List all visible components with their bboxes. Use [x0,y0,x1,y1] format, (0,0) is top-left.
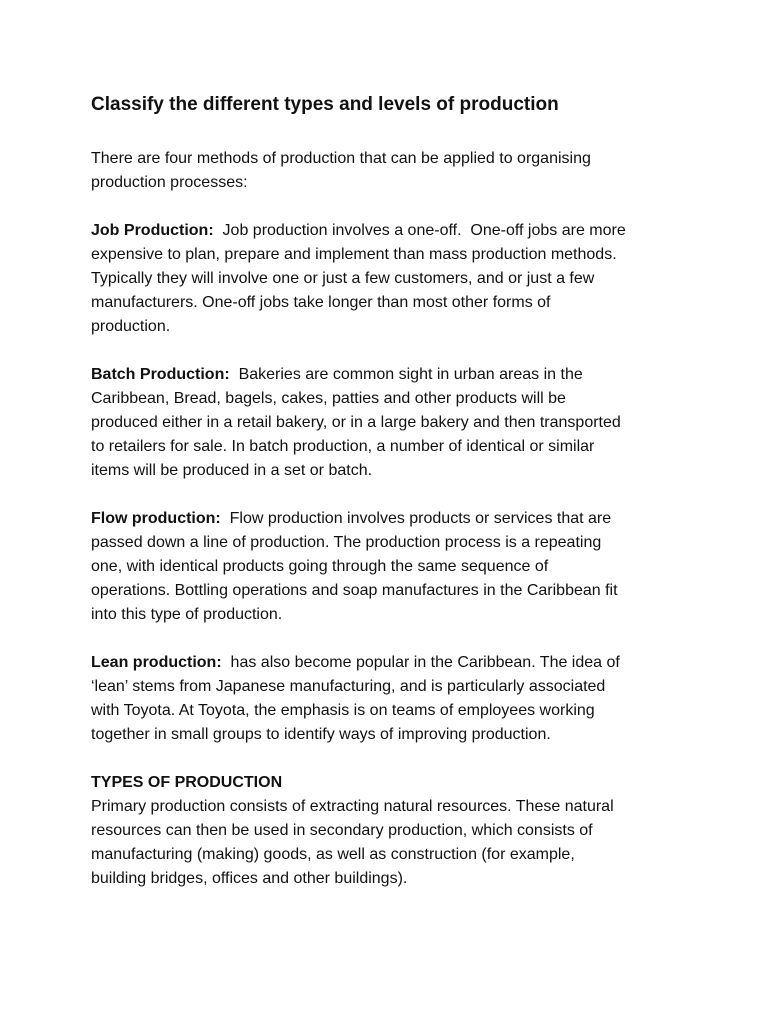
text-line: one, with identical products going through the same sequence of [91,558,549,575]
types-of-production-paragraph [91,795,691,891]
text-line: to retailers for sale. In batch production, a number of identical or similar [91,438,595,455]
text-line: manufacturing (making) goods, as well as construction (for example, [91,846,575,863]
text-line: There are four methods of production that can be applied to organising [91,150,591,167]
text-line [91,651,691,675]
text-fragment: has also become popular in the Caribbean. The idea of [221,654,620,671]
text-fragment: Job production involves a one-off. One-off jobs are more [213,222,626,239]
text-line [91,507,691,531]
types-of-production-heading: TYPES OF PRODUCTION [91,774,283,791]
text-line: expensive to plan, prepare and implement than mass production methods. [91,246,617,263]
text-line: together in small groups to identify ways of improving production. [91,726,551,743]
text-fragment: Bakeries are common sight in urban areas in the [229,366,583,383]
text-line: production. [91,318,171,335]
flow-production-paragraph [91,507,691,627]
text-line [91,219,691,243]
text-line [91,363,691,387]
batch-production-paragraph [91,363,691,483]
text-line: manufacturers. One-off jobs take longer than most other forms of [91,294,551,311]
document-page [91,93,691,891]
text-line: Typically they will involve one or just a few customers, and or just a few [91,270,595,287]
text-line: Caribbean, Bread, bagels, cakes, patties and other products will be [91,390,566,407]
text-line: ‘lean’ stems from Japanese manufacturing, and is particularly associated [91,678,606,695]
text-line: resources can then be used in secondary production, which consists of [91,822,593,839]
job-production-paragraph [91,219,691,339]
text-line: passed down a line of production. The production process is a repeating [91,534,602,551]
text-line: into this type of production. [91,606,283,623]
section-label: Flow production: [91,510,221,527]
text-line: with Toyota. At Toyota, the emphasis is on teams of employees working [91,702,595,719]
text-line: produced either in a retail bakery, or in a large bakery and then transported [91,414,621,431]
text-line: items will be produced in a set or batch. [91,462,373,479]
text-line: production processes: [91,174,248,191]
section-label: Batch Production: [91,366,230,383]
lean-production-paragraph [91,651,691,747]
text-line: Primary production consists of extracting natural resources. These natural [91,798,614,815]
text-line: building bridges, offices and other buildings). [91,870,408,887]
text-line: operations. Bottling operations and soap manufactures in the Caribbean fit [91,582,618,599]
page-title: Classify the different types and levels of production [91,94,559,115]
text-fragment: Flow production involves products or services that are [220,510,612,527]
intro-paragraph [91,147,691,195]
section-label: Job Production: [91,222,214,239]
section-label: Lean production: [91,654,222,671]
